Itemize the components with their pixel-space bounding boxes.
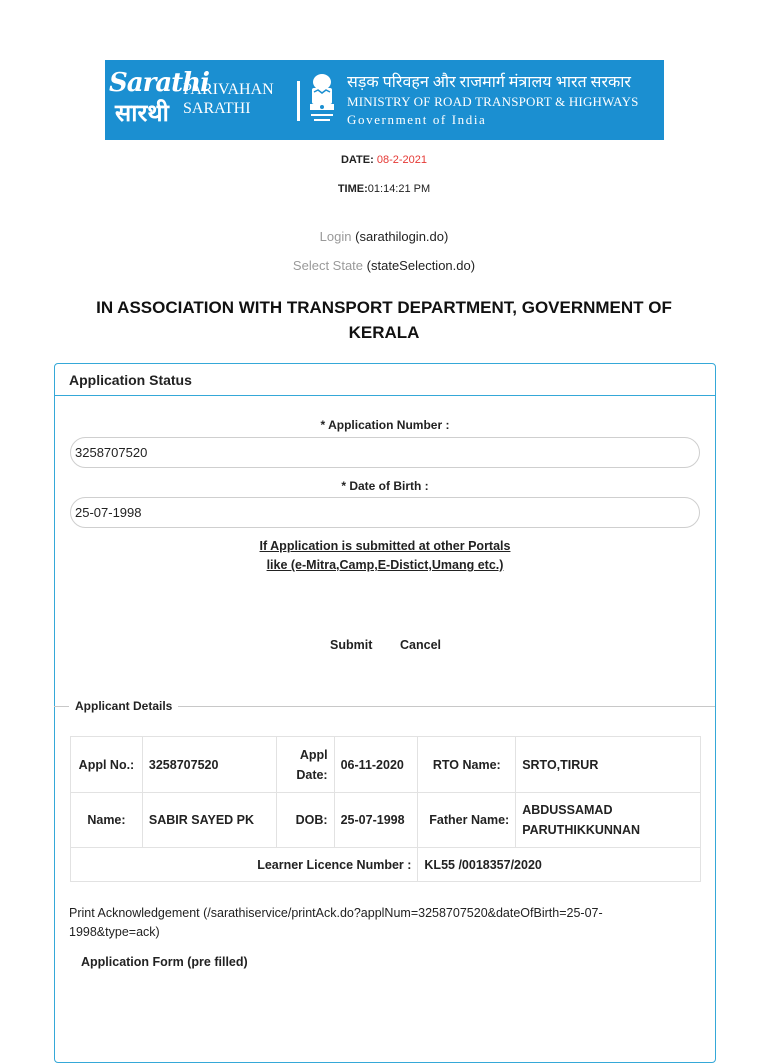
application-number-label: * Application Number :	[320, 418, 450, 432]
select-state-label[interactable]: Select State	[292, 258, 364, 273]
government-name: Government of India	[347, 112, 487, 127]
application-form-link[interactable]: Application Form (pre filled)	[81, 955, 248, 969]
time-label: TIME:	[337, 183, 368, 195]
ministry-english: MINISTRY OF ROAD TRANSPORT & HIGHWAYS	[347, 94, 639, 109]
table-row	[71, 793, 701, 848]
date-value: 08-2-2021	[376, 154, 427, 166]
learner-licence-label: Learner Licence Number :	[71, 848, 418, 882]
time-line	[0, 183, 768, 195]
ministry-name	[347, 73, 639, 128]
appl-no-value: 3258707520	[142, 737, 276, 793]
appl-date-label: Appl Date:	[276, 737, 334, 793]
applicant-details-title: Applicant Details	[69, 699, 178, 713]
association-line-2: KERALA	[348, 323, 420, 342]
application-number-input[interactable]	[70, 437, 700, 468]
appl-no-label: Appl No.:	[71, 737, 143, 793]
other-portals-line-2[interactable]: like (e-Mitra,Camp,E-Distict,Umang etc.)	[266, 558, 504, 572]
banner-divider	[297, 81, 300, 121]
appl-date-value: 06-11-2020	[334, 737, 418, 793]
father-name-value: ABDUSSAMAD PARUTHIKKUNNAN	[516, 793, 701, 848]
select-state-target: (stateSelection.do)	[366, 258, 476, 273]
brand-line-2: SARATHI	[183, 100, 251, 117]
name-label: Name:	[71, 793, 143, 848]
time-value: 01:14:21 PM	[367, 183, 431, 195]
other-portals-line-1[interactable]: If Application is submitted at other Portals	[259, 539, 511, 553]
association-line-1: IN ASSOCIATION WITH TRANSPORT DEPARTMENT, GOVERNMENT OF	[96, 298, 672, 317]
print-acknowledgement-link[interactable]: Print Acknowledgement (/sarathiservice/printAck.do?applNum=3258707520&dateOfBirth=25-07-1998&type=ack)	[69, 906, 603, 939]
association-heading	[0, 295, 768, 345]
name-value: SABIR SAYED PK	[142, 793, 276, 848]
national-emblem-icon	[305, 72, 339, 128]
other-portals-link[interactable]	[55, 537, 715, 575]
table-row	[71, 737, 701, 793]
rto-name-label: RTO Name:	[418, 737, 516, 793]
logo-text-english: Sarathi	[109, 68, 209, 98]
application-status-panel	[54, 363, 716, 1063]
dob-label: DOB:	[276, 793, 334, 848]
login-link[interactable]	[0, 229, 768, 244]
applicant-details-table	[70, 736, 701, 882]
date-line	[0, 154, 768, 166]
cancel-button[interactable]: Cancel	[400, 638, 441, 652]
brand-name	[183, 80, 274, 118]
logo-text-hindi: सारथी	[115, 98, 169, 127]
date-of-birth-label: * Date of Birth :	[341, 479, 429, 493]
learner-licence-value: KL55 /0018357/2020	[418, 848, 701, 882]
ministry-hindi: सड़क परिवहन और राजमार्ग मंत्रालय भारत सरकार	[347, 74, 631, 91]
date-label: DATE:	[340, 154, 374, 166]
rto-name-value: SRTO,TIRUR	[516, 737, 701, 793]
login-link-target: (sarathilogin.do)	[355, 229, 449, 244]
select-state-link[interactable]	[0, 258, 768, 273]
submit-button[interactable]: Submit	[330, 638, 373, 652]
panel-title: Application Status	[69, 372, 192, 388]
dob-value: 25-07-1998	[334, 793, 418, 848]
table-row	[71, 848, 701, 882]
sarathi-logo	[109, 68, 209, 130]
panel-header	[55, 364, 715, 396]
login-link-label[interactable]: Login	[319, 229, 352, 244]
father-name-label: Father Name:	[418, 793, 516, 848]
brand-line-1: PARIVAHAN	[183, 81, 274, 98]
date-of-birth-input[interactable]	[70, 497, 700, 528]
site-banner	[105, 60, 664, 140]
